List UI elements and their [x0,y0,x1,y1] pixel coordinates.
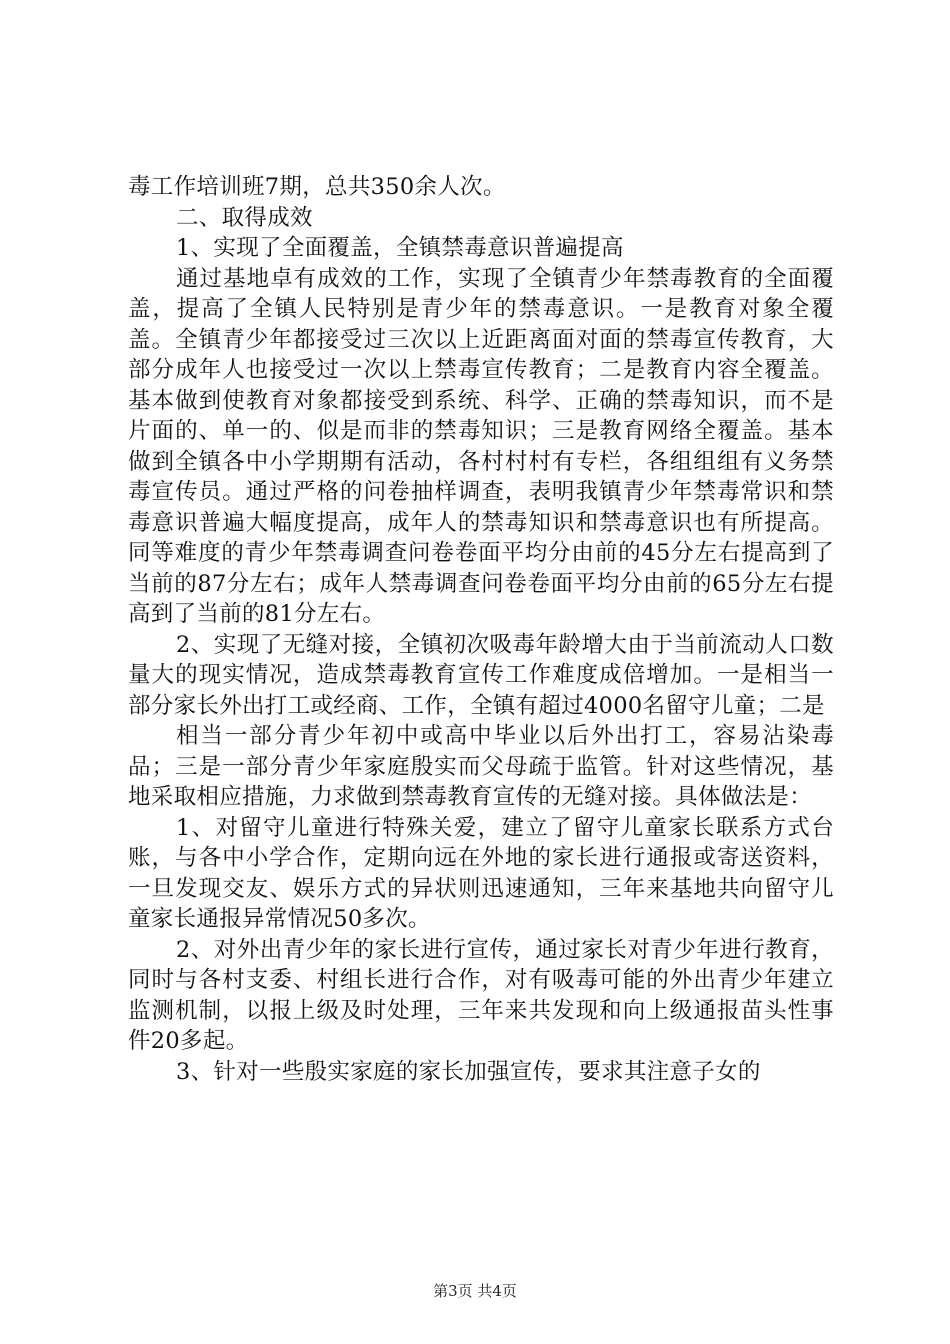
list-item: 2、对外出青少年的家长进行宣传，通过家长对青少年进行教育，同时与各村支委、村组长进行合作，对有吸毒可能的外出青少年建立监测机制，以报上级及时处理，三年来共发现和向上级通报苗头性事件20多起。 [128,936,834,1054]
document-body [128,172,834,1087]
paragraph: 通过基地卓有成效的工作，实现了全镇青少年禁毒教育的全面覆盖，提高了全镇人民特别是青少年的禁毒意识。一是教育对象全覆盖。全镇青少年都接受过三次以上近距离面对面的禁毒宣传教育，大部分成年人也接受过一次以上禁毒宣传教育；二是教育内容全覆盖。基本做到使教育对象都接受到系统、科学、正确的禁毒知识，而不是片面的、单一的、似是而非的禁毒知识；三是教育网络全覆盖。基本做到全镇各中小学期期有活动，各村村村有专栏，各组组组有义务禁毒宣传员。通过严格的问卷抽样调查，表明我镇青少年禁毒常识和禁毒意识普遍大幅度提高，成年人的禁毒知识和禁毒意识也有所提高。同等难度的青少年禁毒调查问卷卷面平均分由前的45分左右提高到了当前的87分左右；成年人禁毒调查问卷卷面平均分由前的65分左右提高到了当前的81分左右。 [128,265,834,627]
subsection-heading-paragraph: 2、实现了无缝对接，全镇初次吸毒年龄增大由于当前流动人口数量大的现实情况，造成禁毒教育宣传工作难度成倍增加。一是相当一部分家长外出打工或经商、工作，全镇有超过4000名留守儿童；二是 [128,631,834,719]
section-heading: 二、取得成效 [176,204,313,231]
subsection-heading: 1、实现了全面覆盖，全镇禁毒意识普遍提高 [176,235,624,261]
page-number: 第3页 共4页 [433,1282,517,1300]
paragraph-continuation: 毒工作培训班7期，总共350余人次。 [128,174,506,200]
list-item: 1、对留守儿童进行特殊关爱，建立了留守儿童家长联系方式台账，与各中小学合作，定期向远在外地的家长进行通报或寄送资料，一旦发现交友、娱乐方式的异状则迅速通知，三年来基地共向留守儿童家长通报异常情况50多次。 [128,814,834,932]
list-item: 3、针对一些殷实家庭的家长加强宣传，要求其注意子女的 [176,1058,761,1085]
paragraph: 相当一部分青少年初中或高中毕业以后外出打工，容易沾染毒品；三是一部分青少年家庭殷实而父母疏于监管。针对这些情况，基地采取相应措施，力求做到禁毒教育宣传的无缝对接。具体做法是： [128,723,834,810]
